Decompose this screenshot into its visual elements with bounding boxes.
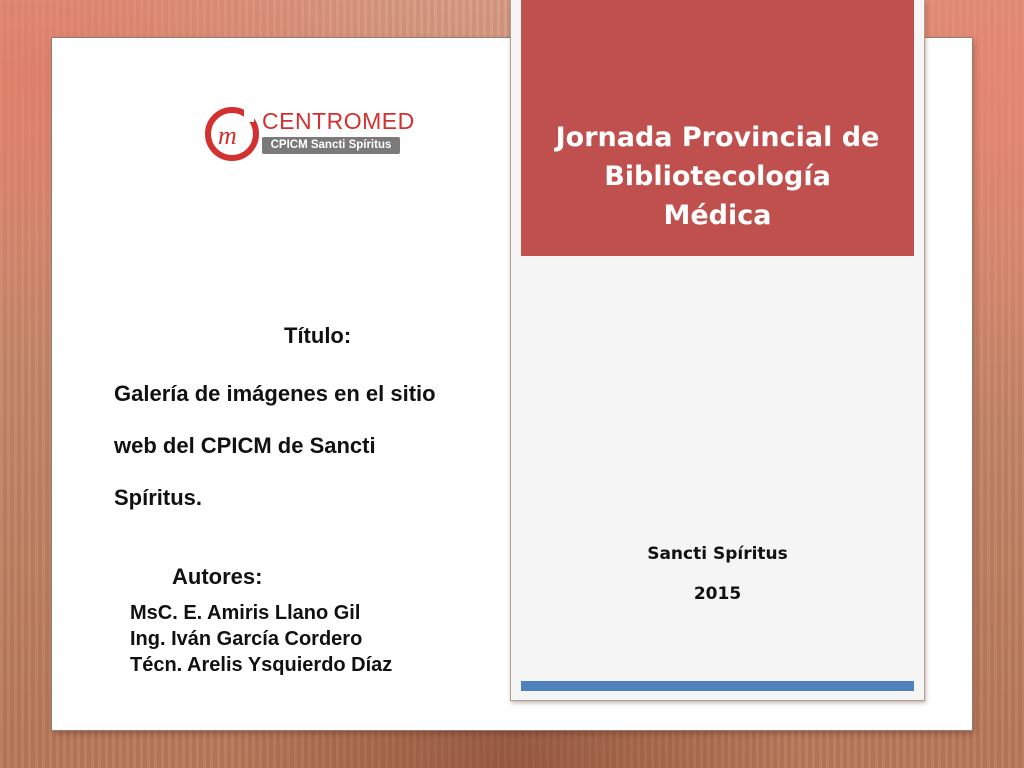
- centromed-logo: [204, 104, 415, 164]
- author-item: Ing. Iván García Cordero: [130, 628, 363, 650]
- conference-title: [521, 118, 914, 235]
- centromed-emblem-icon: [204, 104, 264, 164]
- author-item: MsC. E. Amiris Llano Gil: [130, 602, 361, 624]
- logo-wordmark: CENTROMED: [262, 108, 415, 134]
- authors-label: Autores:: [172, 564, 263, 589]
- conference-title-line: Jornada Provincial de: [555, 122, 880, 153]
- presentation-title: [114, 368, 554, 524]
- conference-title-line: Médica: [663, 200, 772, 231]
- accent-bar: [521, 681, 914, 691]
- place-text: Sancti Spíritus: [647, 544, 788, 564]
- title-line: web del CPICM de Sancti: [114, 433, 376, 458]
- authors-list: [130, 600, 392, 678]
- logo-subtitle: CPICM Sancti Spíritus: [262, 137, 400, 154]
- right-panel: [510, 0, 925, 701]
- title-label: Título:: [284, 323, 352, 348]
- conference-title-line: Bibliotecología: [604, 161, 831, 192]
- title-line: Galería de imágenes en el sitio: [114, 381, 436, 406]
- title-line: Spíritus.: [114, 485, 203, 510]
- conference-banner: [521, 0, 914, 256]
- author-item: Técn. Arelis Ysquierdo Díaz: [130, 654, 393, 676]
- emblem-letter: m: [218, 121, 237, 150]
- year-text: 2015: [693, 584, 742, 604]
